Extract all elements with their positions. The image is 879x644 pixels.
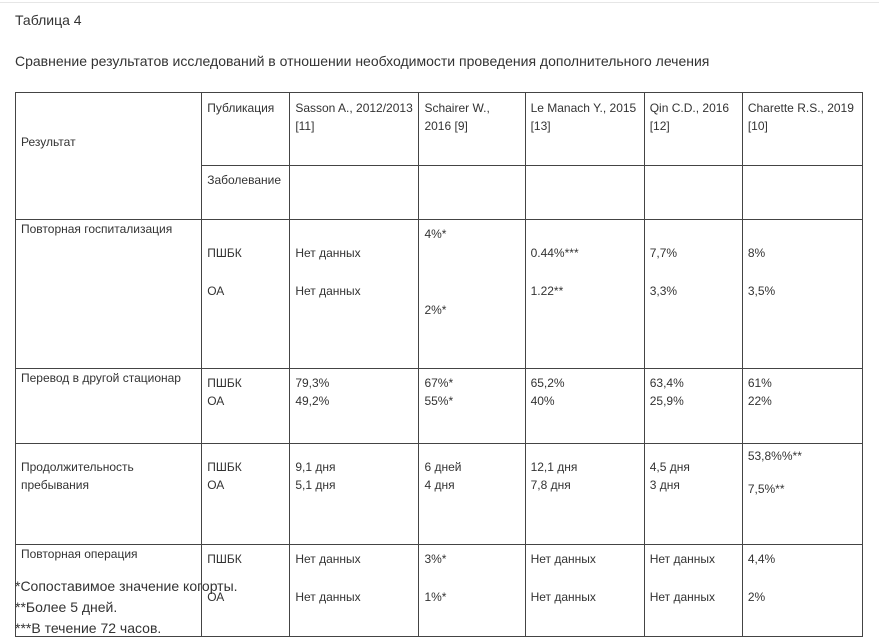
value-pshbk: 0.44%***	[530, 246, 579, 260]
empty-cell	[644, 166, 742, 220]
footnote: ***В течение 72 часов.	[15, 620, 162, 636]
value-pshbk: 8%	[747, 246, 766, 260]
value-cell	[644, 369, 742, 444]
value-oa: 25,9%	[649, 394, 684, 408]
header-study-charette: Charette R.S., 2019 [10]	[742, 93, 862, 166]
value-cell	[742, 220, 862, 369]
footnote: *Сопоставимое значение когорты.	[15, 578, 238, 594]
value-cell	[742, 545, 862, 637]
value-pshbk: 7,7%	[649, 246, 678, 260]
value-pshbk: 4,5 дня	[649, 460, 690, 474]
value-pshbk: 79,3%	[295, 376, 330, 390]
header-result-label: Результат	[21, 135, 76, 149]
value-cell	[644, 444, 742, 545]
row-label: Повторная госпитализация	[16, 220, 202, 369]
header-study-sasson: Sasson A., 2012/2013 [11]	[290, 93, 419, 166]
value-pshbk: 63,4%	[649, 376, 684, 390]
value-oa: 3 дня	[649, 478, 680, 492]
value-cell	[419, 369, 525, 444]
header-disease: Заболевание	[202, 166, 290, 220]
empty-cell	[419, 166, 525, 220]
value-cell	[525, 220, 644, 369]
value-oa: Нет данных	[295, 590, 361, 604]
row-label: Перевод в другой стационар	[16, 369, 202, 444]
table-caption: Таблица 4	[15, 12, 82, 28]
value-oa: 22%	[747, 394, 772, 408]
value-oa: 2%	[747, 590, 766, 604]
value-pshbk: 12,1 дня	[530, 460, 578, 474]
value-pshbk: 9,1 дня	[295, 460, 336, 474]
group-pshbk: ПШБК	[207, 460, 242, 474]
value-cell	[742, 369, 862, 444]
table-row	[16, 369, 863, 444]
value-cell	[644, 220, 742, 369]
value-pshbk: 65,2%	[530, 376, 565, 390]
value-oa: Нет данных	[295, 284, 361, 298]
value-cell	[290, 545, 419, 637]
group-oa: ОА	[207, 478, 225, 492]
value-cell	[290, 220, 419, 369]
empty-cell	[290, 166, 419, 220]
value-cell	[525, 369, 644, 444]
header-study-schairer: Schairer W., 2016 [9]	[419, 93, 525, 166]
value-pshbk: 61%	[747, 376, 772, 390]
value-oa: 7,5%**	[747, 482, 785, 496]
table-row	[16, 220, 863, 369]
value-oa: 2%*	[424, 303, 447, 317]
value-cell	[419, 444, 525, 545]
header-study-qin: Qin C.D., 2016 [12]	[644, 93, 742, 166]
value-oa: 1.22**	[530, 284, 564, 298]
value-cell	[525, 545, 644, 637]
group-pshbk: ПШБК	[207, 376, 242, 390]
value-cell	[644, 545, 742, 637]
group-cell	[202, 220, 290, 369]
value-oa: Нет данных	[649, 590, 716, 604]
value-pshbk: 67%*	[424, 376, 454, 390]
value-pshbk: 4%*	[424, 227, 447, 241]
value-pshbk: 4,4%	[747, 552, 776, 566]
value-oa: 3,3%	[649, 284, 678, 298]
comparison-table	[15, 92, 863, 637]
value-oa: 49,2%	[295, 394, 330, 408]
footnotes	[15, 576, 238, 639]
value-pshbk: 3%*	[424, 552, 447, 566]
empty-cell	[525, 166, 644, 220]
group-oa: ОА	[207, 590, 225, 604]
row-label: Продолжительность пребывания	[16, 444, 202, 545]
value-oa: 7,8 дня	[530, 478, 571, 492]
group-pshbk: ПШБК	[207, 246, 242, 260]
value-oa: 1%*	[424, 590, 447, 604]
header-result	[16, 93, 202, 220]
value-oa: 40%	[530, 394, 555, 408]
group-oa: ОА	[207, 394, 225, 408]
value-oa: 3,5%	[747, 284, 776, 298]
group-cell	[202, 444, 290, 545]
value-pshbk: Нет данных	[295, 246, 361, 260]
value-cell	[419, 220, 525, 369]
value-oa: Нет данных	[530, 590, 596, 604]
group-oa: ОА	[207, 284, 225, 298]
value-oa: 4 дня	[424, 478, 455, 492]
value-pshbk: 6 дней	[424, 460, 462, 474]
value-oa: 55%*	[424, 394, 454, 408]
header-publication: Публикация	[202, 93, 290, 166]
group-pshbk: ПШБК	[207, 552, 242, 566]
value-cell	[525, 444, 644, 545]
table-row	[16, 444, 863, 545]
value-cell	[742, 444, 862, 545]
value-cell	[290, 444, 419, 545]
top-divider	[0, 2, 879, 3]
group-cell	[202, 369, 290, 444]
value-pshbk: Нет данных	[649, 552, 716, 566]
header-row	[16, 93, 863, 166]
value-pshbk: Нет данных	[295, 552, 361, 566]
value-oa: 5,1 дня	[295, 478, 336, 492]
empty-cell	[742, 166, 862, 220]
footnote: **Более 5 дней.	[15, 599, 118, 615]
table-heading: Сравнение результатов исследований в отношении необходимости проведения дополнительного лечения	[15, 53, 710, 69]
value-cell	[419, 545, 525, 637]
value-pshbk: Нет данных	[530, 552, 596, 566]
value-cell	[290, 369, 419, 444]
row-label: Повторная операция	[16, 545, 202, 637]
value-pshbk: 53,8%%**	[747, 449, 802, 463]
header-study-lemanach: Le Manach Y., 2015 [13]	[525, 93, 644, 166]
